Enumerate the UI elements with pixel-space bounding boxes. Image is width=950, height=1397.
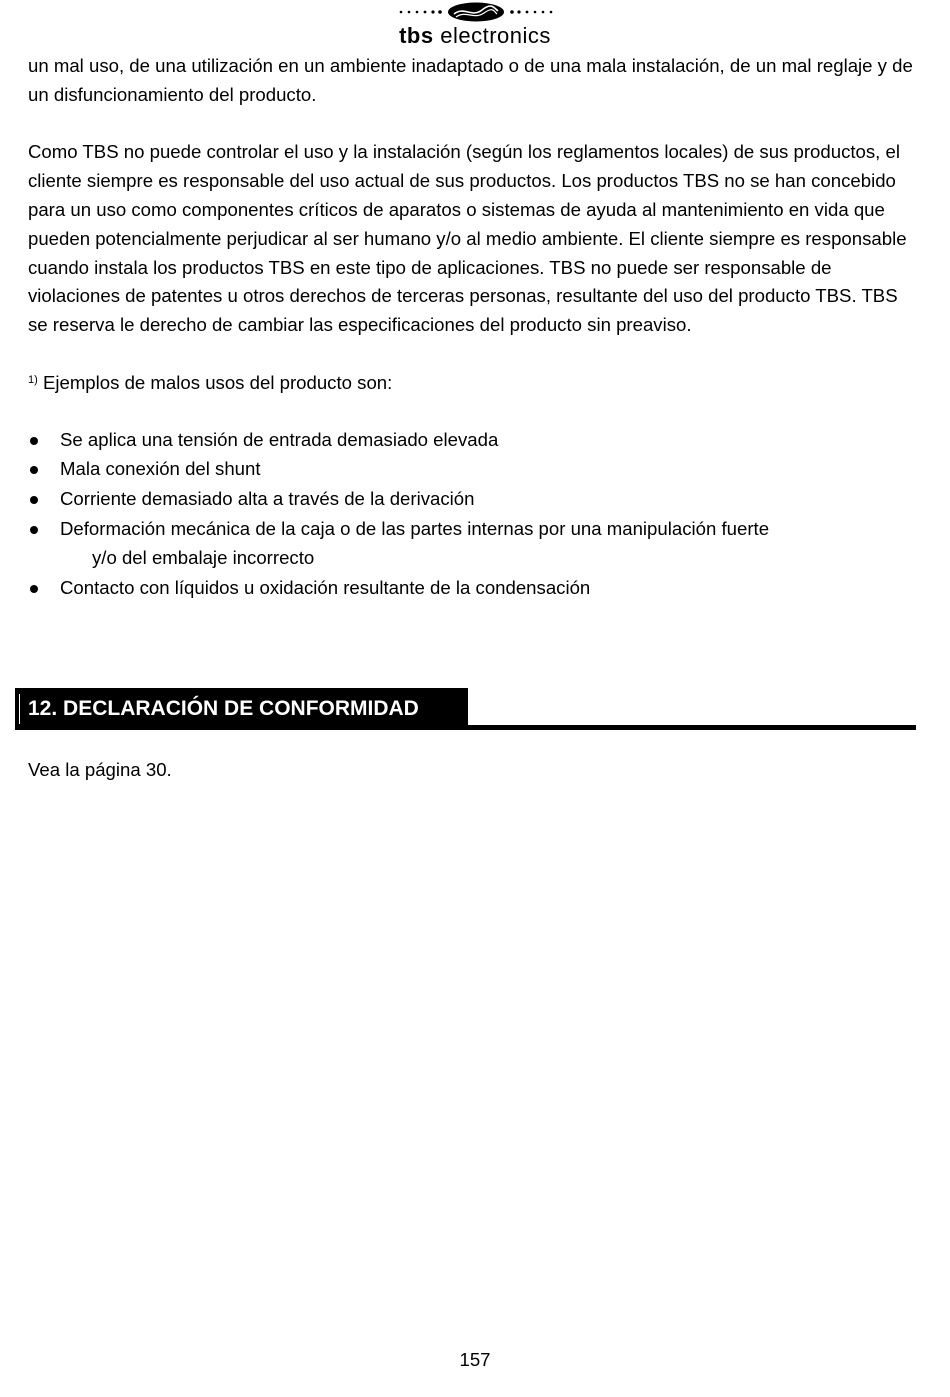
logo-subtitle: electronics bbox=[433, 23, 551, 48]
list-item-text: Mala conexión del shunt bbox=[60, 458, 261, 480]
page-number: 157 bbox=[459, 1349, 491, 1370]
bullet-icon bbox=[30, 585, 38, 593]
main-content bbox=[28, 52, 918, 603]
footnote-marker: 1) bbox=[28, 373, 38, 386]
footnote-text: Ejemplos de malos usos del producto son: bbox=[37, 371, 393, 393]
list-item-text: Se aplica una tensión de entrada demasiado elevada bbox=[60, 428, 499, 450]
section-body: Vea la página 30. bbox=[28, 759, 172, 780]
logo-text bbox=[0, 22, 950, 50]
list-item bbox=[28, 485, 918, 514]
list-item bbox=[28, 426, 918, 455]
footnote-intro bbox=[28, 369, 918, 398]
paragraph-liability: Como TBS no puede controlar el uso y la instalación (según los reglamentos locales) de sus productos, el cliente siempre es responsable del uso actual de sus productos. Los productos TBS no se han concebido para un uso como componentes críticos de aparatos o sistemas de ayuda al mantenimiento en vida que pueden potencialmente perjudicar al ser humano y/o al medio ambiente. El cliente siempre es responsable cuando instala los productos TBS en este tipo de aplicaciones. TBS no puede ser responsable de violaciones de patentes u otros derechos de terceras personas, resultante del uso del producto TBS. TBS se reserva le derecho de cambiar las especificaciones del producto sin preaviso. bbox=[28, 141, 907, 336]
section-header bbox=[15, 688, 916, 732]
bullet-icon bbox=[30, 437, 38, 445]
bullet-icon bbox=[30, 526, 38, 534]
list-item-text: Deformación mecánica de la caja o de las partes internas por una manipulación fuerte bbox=[60, 517, 770, 539]
section-divider bbox=[468, 725, 916, 730]
list-item-text: Corriente demasiado alta a través de la derivación bbox=[60, 488, 475, 510]
bullet-icon bbox=[30, 466, 38, 474]
header-logo bbox=[0, 0, 950, 52]
section-title: 12. DECLARACIÓN DE CONFORMIDAD bbox=[15, 688, 468, 730]
list-item bbox=[28, 515, 918, 573]
list-item-text: Contacto con líquidos u oxidación resultante de la condensación bbox=[60, 576, 591, 598]
list-item-continuation: y/o del embalaje incorrecto bbox=[92, 546, 315, 568]
tbs-logo-icon bbox=[398, 2, 554, 22]
logo-brand: tbs bbox=[399, 23, 434, 48]
list-item bbox=[28, 574, 918, 603]
misuse-list bbox=[28, 426, 918, 603]
bullet-icon bbox=[30, 496, 38, 504]
list-item bbox=[28, 455, 918, 484]
paragraph-misuse-continuation: un mal uso, de una utilización en un ambiente inadaptado o de una mala instalación, de un mal reglaje y de un disfuncionamiento del producto. bbox=[28, 55, 913, 105]
